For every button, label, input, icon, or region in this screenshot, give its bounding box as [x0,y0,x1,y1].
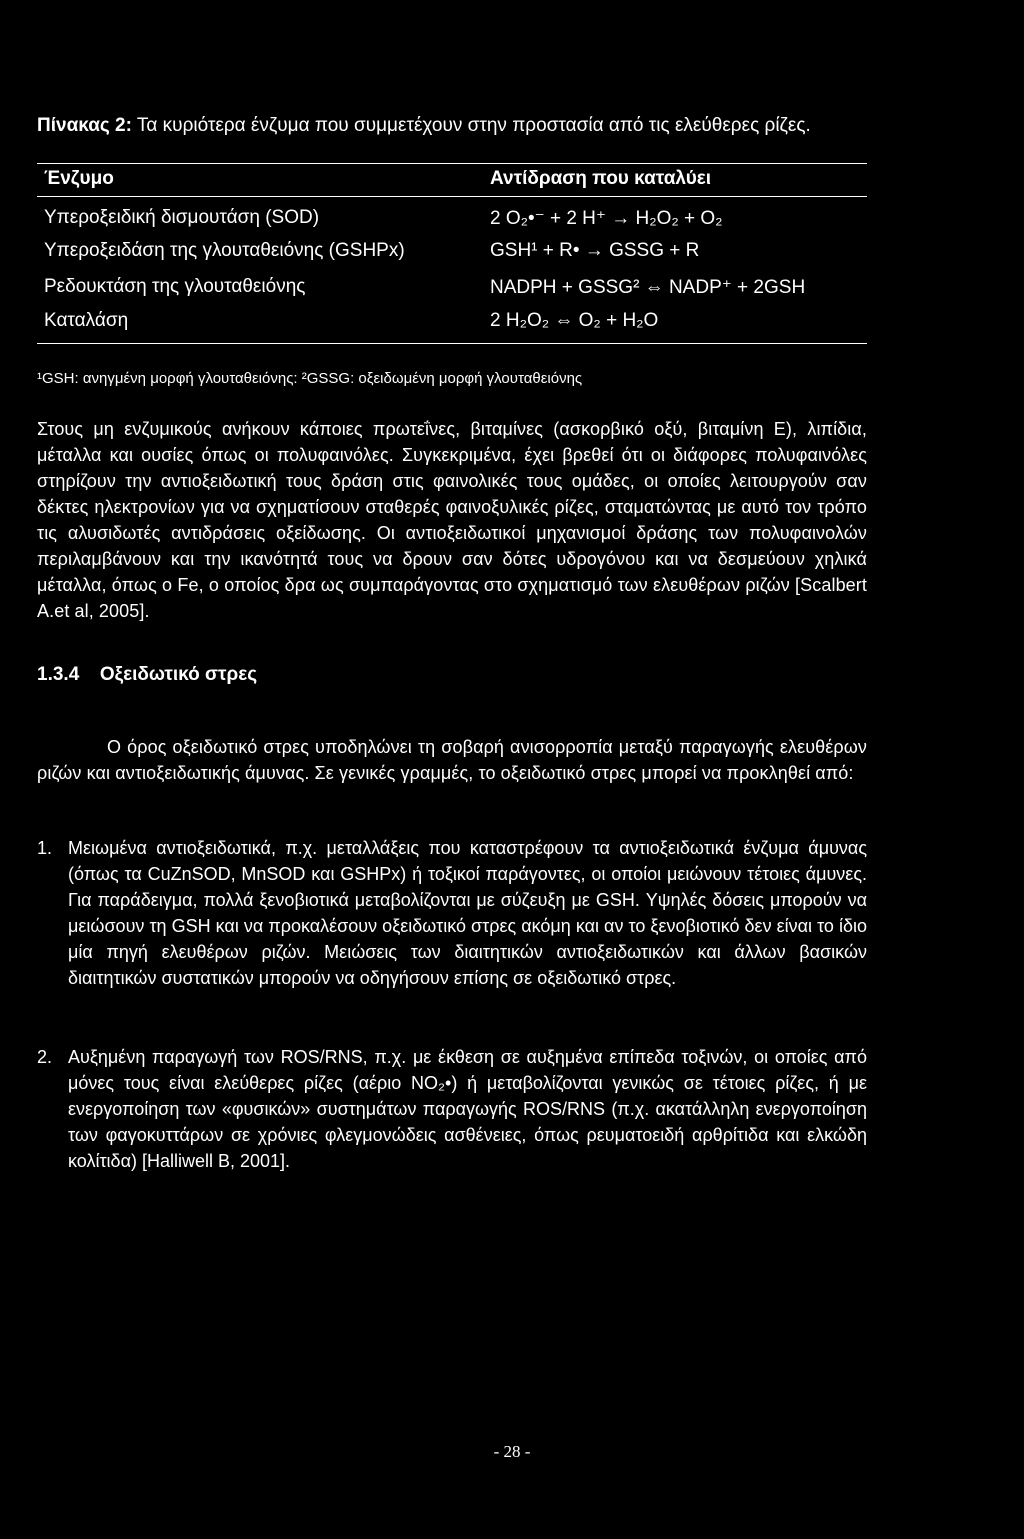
list-item-number: 2. [37,1047,53,1067]
section-heading [37,664,257,686]
table-header-reaction: Αντίδραση που καταλύει [490,168,712,189]
paragraph-oxidative-stress: Ο όρος οξειδωτικό στρες υποδηλώνει τη σοβαρή ανισορροπία μεταξύ παραγωγής ελευθέρων ριζών και αντιοξειδωτικής άμυνας. Σε γενικές γραμμές, το οξειδωτικό στρες μπορεί να προκληθεί από: [37,737,867,783]
table-top-rule [37,163,867,164]
table-row-enzyme: Υπεροξειδική δισμουτάση (SOD) [44,207,320,228]
list-item-text: Μειωμένα αντιοξειδωτικά, π.χ. μεταλλάξεις που καταστρέφουν τα αντιοξειδωτικά ένζυμα άμυνας (όπως τα CuZnSOD, MnSOD και GSHPx) ή τοξικοί παράγοντες, οι οποίοι μειώνουν τέτοιες άμυνες. Για παράδειγμα, πολλά ξενοβιοτικά μεταβολίζονται με σύζευξη με GSH. Υψηλές δόσεις μπορούν να μειώσουν τη GSH και να προκαλέσουν οξειδωτικό στρες ακόμη και αν το ξενοβιοτικό δεν είναι το ίδιο μία πηγή ελευθέρων ριζών. Μειώσεις των διαιτητικών αντιοξειδωτικών και άλλων βασικών διαιτητικών συστατικών μπορούν να οδηγήσουν επίσης σε οξειδωτικό στρες. [68,838,867,988]
table-row-reaction: 2 H₂O₂ ⇔ O₂ + H₂O [490,310,659,331]
table-row-enzyme: Υπεροξειδάση της γλουταθειόνης (GSHPx) [44,240,405,261]
table-row-reaction: 2 O₂•⁻ + 2 H⁺ → H₂O₂ + O₂ [490,208,723,229]
page-number: - 28 - [493,1442,531,1461]
table-row-enzyme: Ρεδουκτάση της γλουταθειόνης [44,276,306,297]
list-item-text: Αυξημένη παραγωγή των ROS/RNS, π.χ. με έκθεση σε αυξημένα επίπεδα τοξινών, οι οποίες από μόνες τους είναι ελεύθερες ρίζες (αέριο NO₂•) ή μεταβολίζονται γενικώς σε τέτοιες ρίζες, ή με ενεργοποίηση των «φυσικών» συστημάτων παραγωγής ROS/RNS (π.χ. ακατάλληλη ενεργοποίηση των φαγοκυττάρων σε χρόνιες φλεγμονώδεις ασθένειες, όπως ρευματοειδή αρθρίτιδα και ελκώδη κολίτιδα) [Halliwell B, 2001]. [68,1047,867,1171]
table-header-rule [37,196,867,197]
table-caption-text: Τα κυριότερα ένζυμα που συμμετέχουν στην προστασία από τις ελεύθερες ρίζες. [136,115,811,136]
table-caption-label: Πίνακας 2: [37,115,132,136]
table-caption [37,112,867,139]
section-number: 1.3.4 [37,664,80,685]
table-bottom-rule [37,343,867,344]
list-item-number: 1. [37,838,53,858]
table-footnote: ¹GSH: ανηγμένη μορφή γλουταθειόνης: ²GSSG: οξειδωμένη μορφή γλουταθειόνης [37,370,583,387]
section-title: Οξειδωτικό στρες [99,664,258,685]
table-row-reaction: GSH¹ + R• → GSSG + R [490,240,700,261]
table-header-enzyme: Ένζυμο [44,168,114,189]
table-row-reaction: NADPH + GSSG² ⇔ NADP⁺ + 2GSH [490,277,806,298]
table-row-enzyme: Καταλάση [44,310,129,331]
paragraph-polyphenols: Στους μη ενζυμικούς ανήκουν κάποιες πρωτεΐνες, βιταμίνες (ασκορβικό οξύ, βιταμίνη Ε), λιπίδια, μέταλλα και ουσίες όπως οι πολυφαινόλες. Συγκεκριμένα, έχει βρεθεί ότι οι διάφορες πολυφαινόλες στηρίζουν την αντιοξειδωτική τους δράση στις φαινολικές τους ομάδες, οι οποίες λειτουργούν σαν δέκτες ηλεκτρονίων για να σχηματίσουν σταθερές φαινοξυλικές ρίζες, σταματώντας με αυτό τον τρόπο τις αλυσιδωτές αντιδράσεις οξείδωσης. Οι αντιοξειδωτικοί μηχανισμοί δράσης των πολυφαινολών περιλαμβάνουν και την ικανότητά τους να δρουν σαν δότες υδρογόνου και να δεσμεύουν χηλικά μέταλλα, όπως ο Fe, ο οποίος δρα ως συμπαράγοντας στο σχηματισμό των ελευθέρων ριζών [Scalbert A.et al, 2005]. [37,419,867,621]
